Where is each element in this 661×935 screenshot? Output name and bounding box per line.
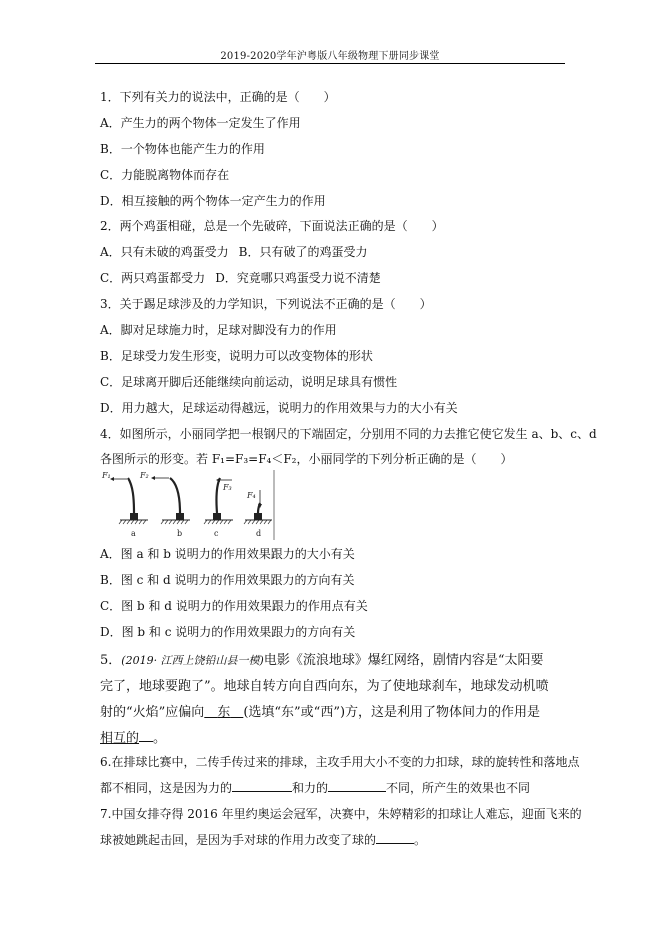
q3-stem: 3．关于踢足球涉及的力学知识，下列说法不正确的是（ ） [100,297,432,311]
page-header: 2019-2020学年沪粤版八年级物理下册同步课堂 [220,51,440,62]
q2-option-a: A．只有未破的鸡蛋受力 [100,245,229,259]
q2-options-ab [100,243,368,260]
ruler-bending-figure [100,470,278,540]
q7-line1: 7.中国女排夺得 2016 年里约奥运会冠军，决赛中，朱婷精彩的扣球让人难忘，迎面飞来的 [100,807,582,821]
force-label-f3: F₃ [223,483,232,492]
force-label-f2: F₂ [140,471,149,480]
q4-stem-line2: 各图所示的形变。若 F₁=F₃=F₄＜F₂，小丽同学的下列分析正确的是（ ） [100,452,513,466]
label-d: d [256,529,262,538]
q6-line2: 都不相同，这是因为力的 和力的 不同，所产生的效果也不同 [100,781,531,795]
q4-option-a: A．图 a 和 b 说明力的作用效果跟力的大小有关 [100,547,355,561]
figure-c [204,478,233,538]
q5-line2: 完了，地球要跑了”。地球自转方向自西向东，为了使地球刹车，地球发动机喷 [100,679,549,694]
header-divider [95,63,565,64]
q5-line3: 射的“火焰”应偏向 东 (选填“东”或“西”)方，这是利用了物体间力的作用是 [100,705,541,720]
label-c: c [214,529,219,538]
q2-option-d: D．究竟哪只鸡蛋受力说不清楚 [215,271,381,285]
q5-answer-2: 相互的 [100,731,140,746]
q4-option-d: D．图 b 和 c 说明力的作用效果跟力的方向有关 [100,625,356,639]
force-label-f1: F₁ [102,471,111,480]
q3-option-d: D．用力越大，足球运动得越远，说明力的作用效果与力的大小有关 [100,401,458,415]
q5-line1: 5．(2019· 江西上饶铅山县一模)电影《流浪地球》爆红网络，剧情内容是“太阳要 [100,653,544,668]
q4-option-c: C．图 b 和 d 说明力的作用效果跟力的作用点有关 [100,599,368,613]
label-b: b [177,529,183,538]
figure-d [244,470,274,540]
q5-line4: 相互的 。 [100,731,167,746]
q5-answer-1: 东 [217,705,231,720]
q1-option-a: A．产生力的两个物体一定发生了作用 [100,116,301,130]
q3-option-b: B．足球受力发生形变，说明力可以改变物体的形状 [100,349,373,363]
q2-option-c: C．两只鸡蛋都受力 [100,271,206,285]
q2-options-cd [100,269,381,286]
label-a: a [131,529,136,538]
q1-option-c: C．力能脱离物体而存在 [100,168,230,182]
q2-option-b: B．只有破了的鸡蛋受力 [238,245,368,259]
q4-option-b: B．图 c 和 d 说明力的作用效果跟力的方向有关 [100,573,355,587]
q3-option-a: A．脚对足球施力时，足球对脚没有力的作用 [100,323,337,337]
q7-line2: 球被她跳起击回，是因为手对球的作用力改变了球的 。 [100,833,427,847]
q4-stem-line1: 4．如图所示，小丽同学把一根钢尺的下端固定，分别用不同的力去推它使它发生 a、b、c、d [100,427,597,441]
figure-b [139,471,190,538]
force-label-f4: F₄ [247,491,256,500]
figure-a [101,471,148,538]
q2-stem: 2．两个鸡蛋相碰，总是一个先破碎，下面说法正确的是（ ） [100,219,444,233]
q3-option-c: C．足球离开脚后还能继续向前运动，说明足球具有惯性 [100,375,398,389]
q6-blank-2[interactable] [328,780,386,792]
q1-option-b: B．一个物体也能产生力的作用 [100,142,265,156]
q1-stem: 1．下列有关力的说法中，正确的是（ ） [100,90,336,104]
q5-source: (2019· 江西上饶铅山县一模) [121,654,264,667]
q6-blank-1[interactable] [232,780,292,792]
q7-blank[interactable] [376,832,414,844]
q6-line1: 6.在排球比赛中，二传手传过来的排球，主攻手用大小不变的力扣球，球的旋转性和落地点 [100,755,580,769]
q1-option-d: D．相互接触的两个物体一定产生力的作用 [100,194,326,208]
